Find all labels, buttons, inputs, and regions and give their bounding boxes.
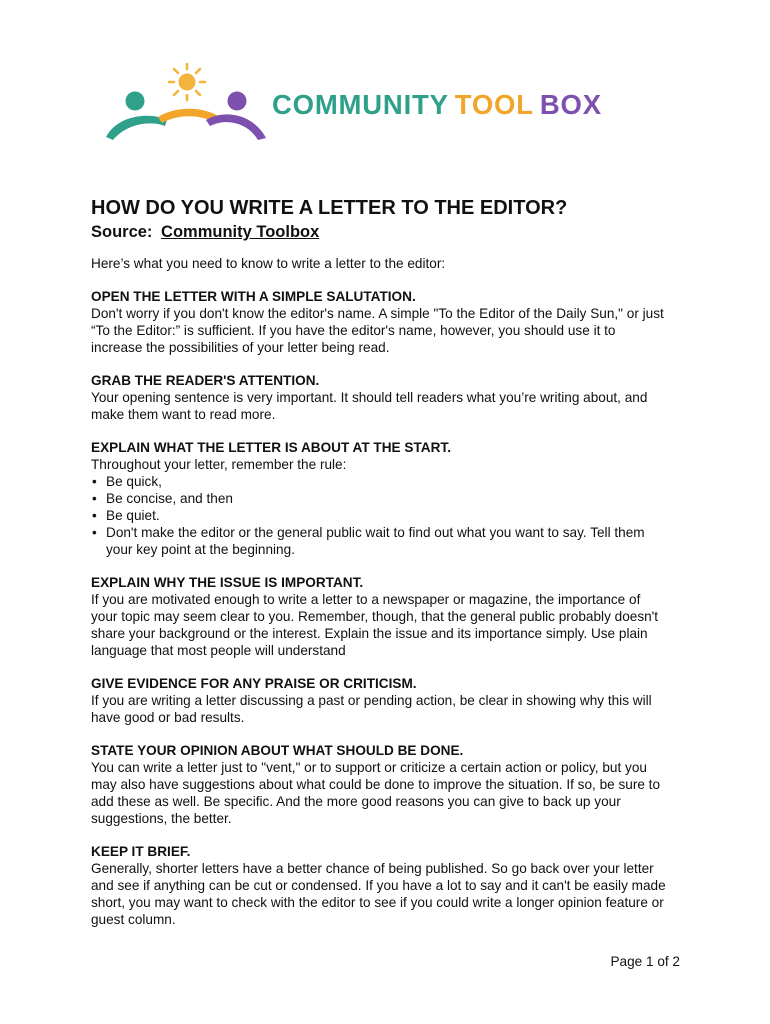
- section-heading: KEEP IT BRIEF.: [91, 844, 191, 859]
- section: [91, 574, 691, 659]
- section-text-line: “To the Editor:” is sufficient. If you have the editor's name, however, you should use it to: [91, 323, 616, 338]
- section-text-line: guest column.: [91, 912, 176, 927]
- teal-person-icon: [106, 92, 167, 141]
- section-text-line: and see if anything can be cut or condensed. If you have a lot to say and it can't be easily made: [91, 878, 666, 893]
- document-body: [91, 196, 691, 928]
- community-tool-box-logo: [100, 62, 670, 146]
- intro-text: Here’s what you need to know to write a letter to the editor:: [91, 256, 446, 271]
- section: [91, 439, 691, 558]
- bullet-text-line: • Be concise, and then: [106, 491, 233, 506]
- section-text-line: Throughout your letter, remember the rule:: [91, 457, 347, 472]
- section-text-line: Don't worry if you don't know the editor's name. A simple "To the Editor of the Daily Sun," or just: [91, 306, 664, 321]
- section-text-line: your topic may seem clear to you. Remember, though, that the general public probably doesn't: [91, 609, 659, 624]
- sections-container: [91, 288, 691, 928]
- logo-word-tool: TOOL: [454, 89, 534, 120]
- section-text-line: increase the possibilities of your letter being read.: [91, 340, 390, 355]
- bullet-text-line: • Be quick,: [106, 474, 162, 489]
- section-text-line: Generally, shorter letters have a better chance of being published. So go back over your letter: [91, 861, 654, 876]
- source-label: Source:: [91, 223, 153, 241]
- bullet-text-line: your key point at the beginning.: [106, 542, 295, 557]
- logo-word-box: BOX: [539, 89, 602, 120]
- section-heading: EXPLAIN WHY THE ISSUE IS IMPORTANT.: [91, 575, 364, 590]
- section-heading: STATE YOUR OPINION ABOUT WHAT SHOULD BE DONE.: [91, 743, 464, 758]
- section-text-line: add these as well. Be specific. And the more good reasons you can give to back up your: [91, 794, 621, 809]
- section-text-line: You can write a letter just to "vent," or to support or criticize a certain action or policy, but you: [91, 760, 647, 775]
- bullet-item: [91, 490, 691, 507]
- section-text-line: If you are writing a letter discussing a past or pending action, be clear in showing why this will: [91, 693, 652, 708]
- bullet-item: [91, 524, 691, 558]
- source-line: [91, 221, 691, 243]
- page-title: HOW DO YOU WRITE A LETTER TO THE EDITOR?: [91, 197, 568, 219]
- logo-wordmark: [272, 89, 602, 120]
- section: [91, 742, 691, 827]
- section: [91, 288, 691, 356]
- bullet-item: [91, 507, 691, 524]
- section-text-line: suggestions, the better.: [91, 811, 232, 826]
- section-text-line: share your background or the interest. Explain the issue and its importance simply. Use plain: [91, 626, 648, 641]
- sun-icon: [169, 64, 205, 100]
- bullet-text-line: • Don't make the editor or the general public wait to find out what you want to say. Tell them: [106, 525, 645, 540]
- bullet-list: [91, 473, 691, 558]
- section-heading: EXPLAIN WHAT THE LETTER IS ABOUT AT THE START.: [91, 440, 451, 455]
- source-link[interactable]: Community Toolbox: [161, 223, 320, 241]
- section-text-line: make them want to read more.: [91, 407, 276, 422]
- section: [91, 675, 691, 726]
- logo-graphic: [100, 62, 670, 146]
- logo-word-community: COMMUNITY: [272, 89, 449, 120]
- section-heading: OPEN THE LETTER WITH A SIMPLE SALUTATION.: [91, 289, 416, 304]
- page-number: Page 1 of 2: [610, 954, 680, 969]
- section-text-line: If you are motivated enough to write a letter to a newspaper or magazine, the importance of: [91, 592, 641, 607]
- section-heading: GRAB THE READER'S ATTENTION.: [91, 373, 320, 388]
- section-text-line: language that most people will understand: [91, 643, 346, 658]
- section: [91, 843, 691, 928]
- section-text-line: have good or bad results.: [91, 710, 245, 725]
- section-heading: GIVE EVIDENCE FOR ANY PRAISE OR CRITICISM.: [91, 676, 417, 691]
- bullet-text-line: • Be quiet.: [106, 508, 160, 523]
- section-text-line: may also have suggestions about what could be done to improve the situation. If so, be sure to: [91, 777, 661, 792]
- section-text-line: short, you may want to check with the editor to see if you could write a longer opinion feature or: [91, 895, 664, 910]
- section: [91, 372, 691, 423]
- bullet-item: [91, 473, 691, 490]
- section-text-line: Your opening sentence is very important. It should tell readers what you’re writing about, and: [91, 390, 648, 405]
